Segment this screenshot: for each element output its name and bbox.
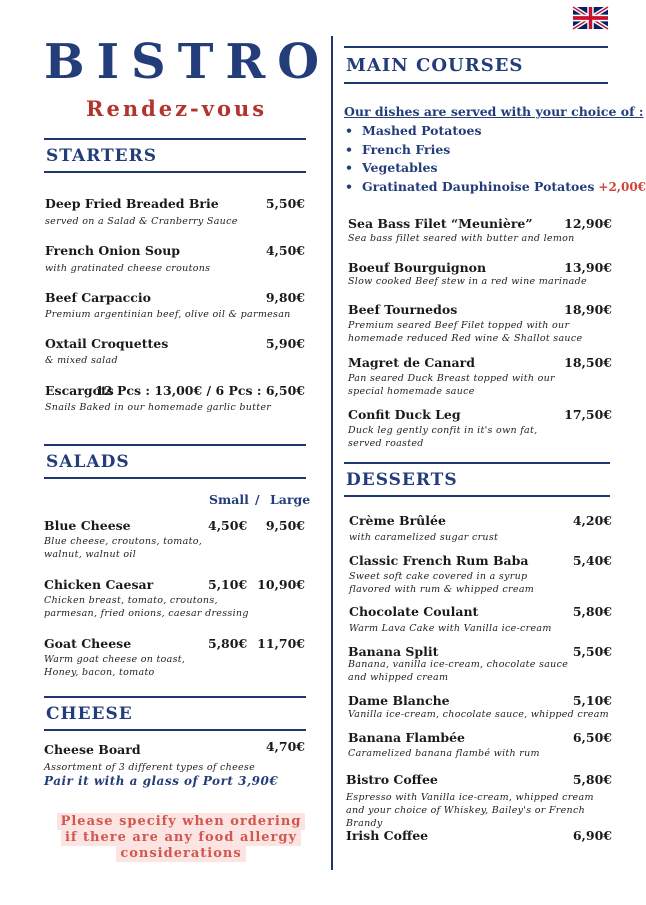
dessert-name: Irish Coffee xyxy=(346,828,429,843)
side-choice-item: • Mashed Potatoes xyxy=(345,123,482,138)
dessert-name: Dame Blanche xyxy=(348,693,450,708)
dessert-price: 5,80€ xyxy=(572,772,612,787)
salad-name: Blue Cheese xyxy=(44,518,131,533)
main-name: Magret de Canard xyxy=(348,355,475,370)
salad-price-small: 5,10€ xyxy=(208,577,248,592)
main-desc: Duck leg gently confit in it's own fat, served roasted xyxy=(348,425,538,449)
dessert-price: 6,90€ xyxy=(572,828,612,843)
dessert-price: 5,50€ xyxy=(572,644,612,659)
salad-price-large: 10,90€ xyxy=(257,577,305,592)
starter-desc: Premium argentinian beef, olive oil & parmesan xyxy=(45,309,291,320)
salads-heading: SALADS xyxy=(44,444,306,479)
starter-price: 5,50€ xyxy=(265,196,305,211)
dessert-price: 5,80€ xyxy=(572,604,612,619)
dessert-desc: Caramelized banana flambé with rum xyxy=(348,748,540,759)
starter-desc: & mixed salad xyxy=(45,355,118,366)
main-desc: Sea bass fillet seared with butter and lemon xyxy=(348,233,575,244)
main-price: 17,50€ xyxy=(564,407,612,422)
starter-price: 4,50€ xyxy=(265,243,305,258)
salad-desc: Chicken breast, tomato, croutons, parmesan, fried onions, caesar dressing xyxy=(44,595,249,619)
main-desc: Premium seared Beef Filet topped with our homemade reduced Red wine & Shallot sauce xyxy=(348,320,583,344)
dessert-desc: with caramelized sugar crust xyxy=(349,532,499,543)
main-desc: Pan seared Duck Breast topped with our special homemade sauce xyxy=(348,373,555,397)
salad-name: Goat Cheese xyxy=(44,636,132,651)
starter-name: Beef Carpaccio xyxy=(45,290,151,305)
main-courses-heading: MAIN COURSES xyxy=(344,46,608,84)
cheese-board-name: Cheese Board xyxy=(44,742,141,757)
salad-name: Chicken Caesar xyxy=(44,577,154,592)
main-name: Boeuf Bourguignon xyxy=(348,260,487,275)
main-price: 18,90€ xyxy=(564,302,612,317)
side-choice-list xyxy=(345,122,646,197)
starter-name: Deep Fried Breaded Brie xyxy=(45,196,219,211)
starters-heading: STARTERS xyxy=(44,138,306,173)
starter-desc: Snails Baked in our homemade garlic butter xyxy=(45,402,272,413)
brand-subtitle: Rendez-vous xyxy=(86,96,268,121)
dessert-name: Crème Brûlée xyxy=(349,513,446,528)
starter-name: Oxtail Croquettes xyxy=(45,336,169,351)
starter-name: French Onion Soup xyxy=(45,243,181,258)
main-name: Confit Duck Leg xyxy=(348,407,461,422)
salad-price-small: 5,80€ xyxy=(208,636,248,651)
side-choice-intro: Our dishes are served with your choice of : xyxy=(344,104,644,119)
allergy-note: Please specify when ordering if there are any food allergy considerations xyxy=(50,814,312,862)
salad-price-large: 9,50€ xyxy=(265,518,305,533)
salads-col-large: Large xyxy=(270,492,311,507)
dessert-price: 5,10€ xyxy=(572,693,612,708)
starter-desc: with gratinated cheese croutons xyxy=(45,263,211,274)
dessert-desc: Vanilla ice-cream, chocolate sauce, whipped cream xyxy=(348,709,609,720)
dessert-desc: Sweet soft cake covered in a syrup flavored with rum & whipped cream xyxy=(349,571,535,595)
starter-name: Escargots xyxy=(45,383,114,398)
dessert-desc: Espresso with Vanilla ice-cream, whipped cream and your choice of Whiskey, Bailey's or French Brandy xyxy=(346,792,594,829)
dessert-price: 4,20€ xyxy=(572,513,612,528)
salads-col-small: Small xyxy=(209,492,249,507)
brand-title: BISTRO xyxy=(44,34,332,90)
side-choice-surcharge: +2,00€ xyxy=(598,180,646,195)
main-name: Beef Tournedos xyxy=(348,302,458,317)
dessert-name: Bistro Coffee xyxy=(346,772,438,787)
side-choice-item: • French Fries xyxy=(345,141,451,157)
main-name: Sea Bass Filet “Meunière” xyxy=(348,216,533,231)
salad-desc: Blue cheese, croutons, tomato, walnut, walnut oil xyxy=(44,536,203,560)
dessert-desc: Warm Lava Cake with Vanilla ice-cream xyxy=(349,623,552,634)
salad-price-small: 4,50€ xyxy=(208,518,248,533)
salad-desc: Warm goat cheese on toast, Honey, bacon, tomato xyxy=(44,654,186,678)
starter-price: 5,90€ xyxy=(265,336,305,351)
cheese-board-price: 4,70€ xyxy=(265,739,305,754)
starter-price: 12 Pcs : 13,00€ / 6 Pcs : 6,50€ xyxy=(95,383,305,398)
salad-price-large: 11,70€ xyxy=(257,636,305,651)
main-price: 18,50€ xyxy=(564,355,612,370)
dessert-price: 5,40€ xyxy=(572,553,612,568)
cheese-heading: CHEESE xyxy=(44,696,306,731)
dessert-name: Chocolate Coulant xyxy=(349,604,479,619)
main-price: 12,90€ xyxy=(564,216,612,231)
main-price: 13,90€ xyxy=(564,260,612,275)
side-choice-item: • Gratinated Dauphinoise Potatoes +2,00€ xyxy=(345,179,646,195)
dessert-name: Classic French Rum Baba xyxy=(349,553,529,568)
starter-desc: served on a Salad & Cranberry Sauce xyxy=(45,216,238,227)
dessert-desc: Banana, vanilla ice-cream, chocolate sauce and whipped cream xyxy=(348,659,569,683)
starter-price: 9,80€ xyxy=(265,290,305,305)
side-choice-item: • Vegetables xyxy=(345,160,438,176)
uk-flag-icon[interactable] xyxy=(573,7,608,29)
salads-col-sep: / xyxy=(255,492,260,507)
dessert-price: 6,50€ xyxy=(572,730,612,745)
cheese-board-desc: Assortment of 3 different types of cheese xyxy=(44,762,256,773)
desserts-heading: DESSERTS xyxy=(344,462,610,497)
main-desc: Slow cooked Beef stew in a red wine marinade xyxy=(348,276,587,287)
column-divider xyxy=(331,36,333,870)
dessert-name: Banana Split xyxy=(348,644,439,659)
dessert-name: Banana Flambée xyxy=(348,730,465,745)
port-pairing: Pair it with a glass of Port 3,90€ xyxy=(44,774,279,788)
